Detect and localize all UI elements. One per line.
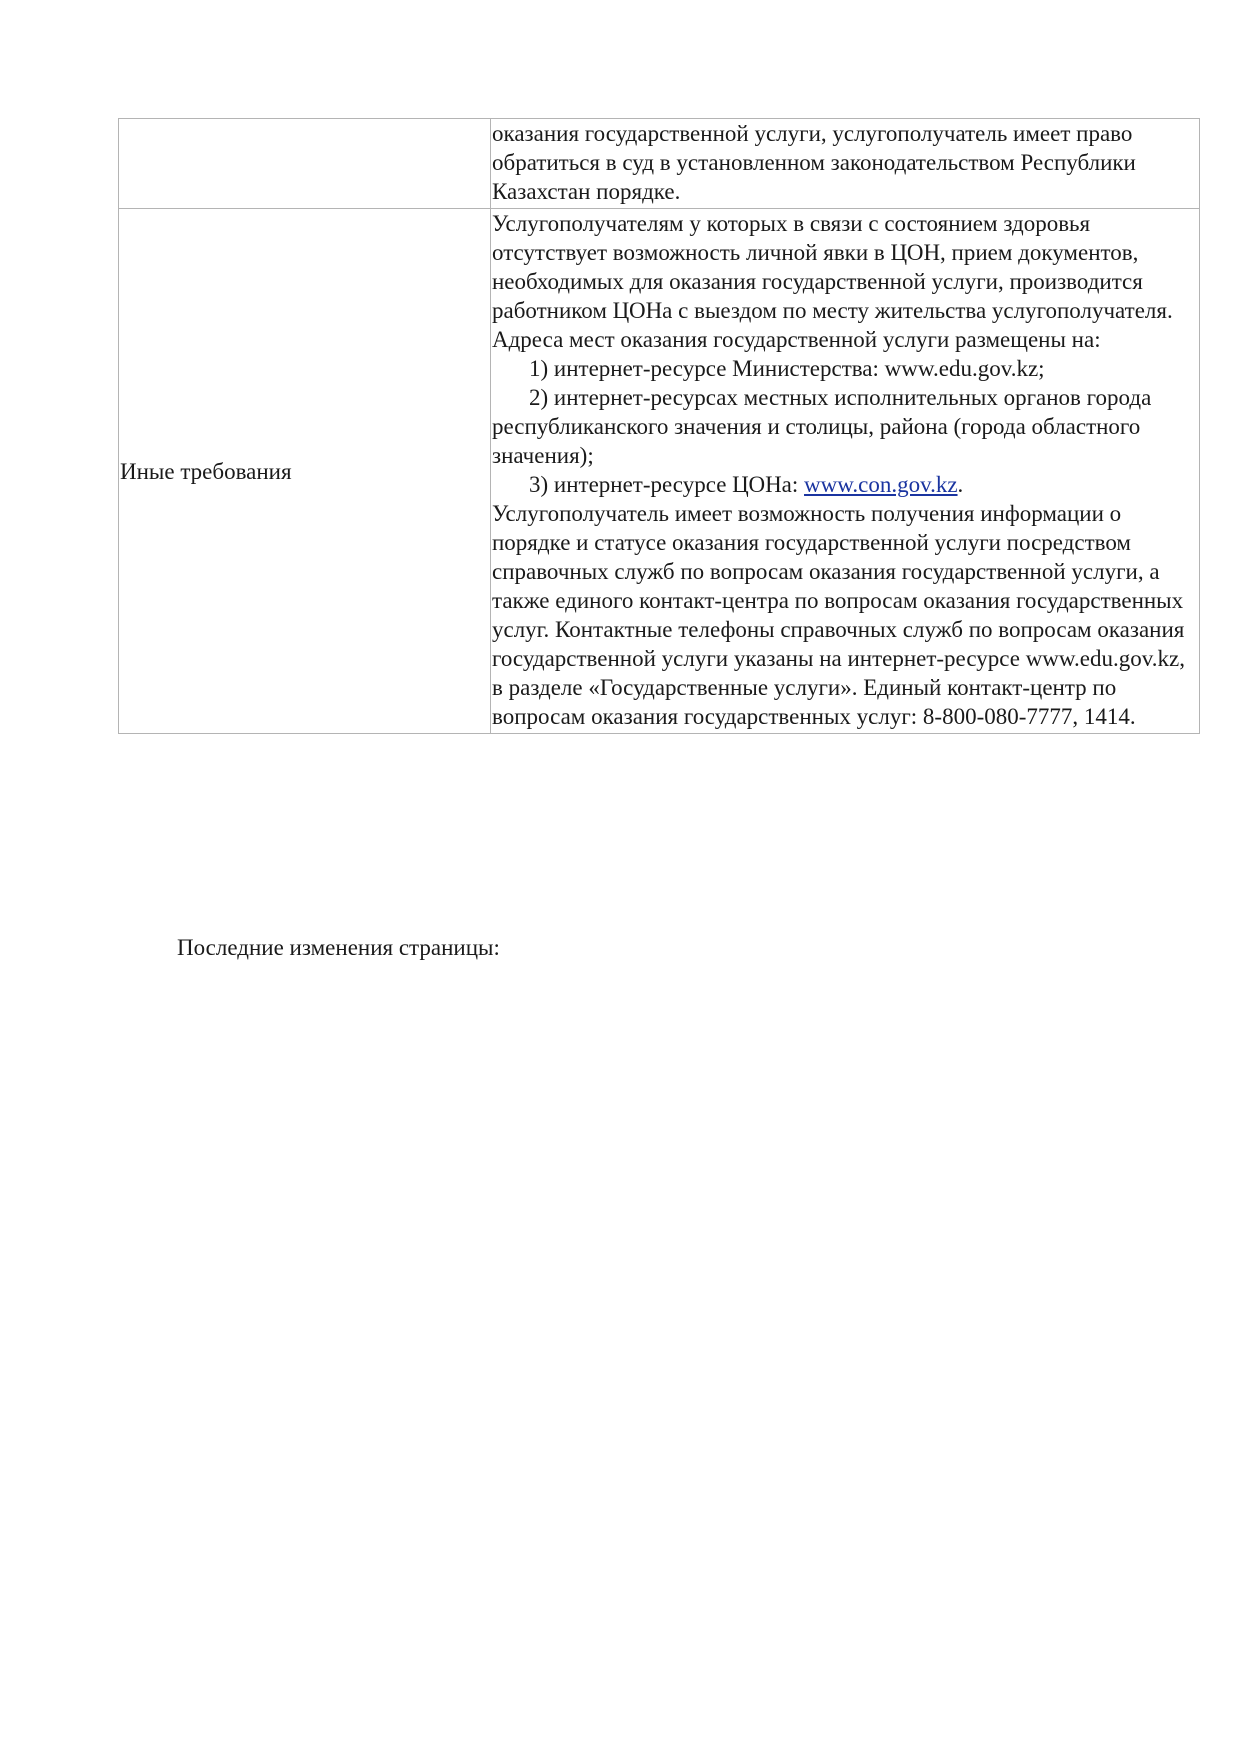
court-appeal-cell — [491, 119, 1200, 209]
resource-item-con-prefix: 3) интернет-ресурсе ЦОНа: — [529, 472, 805, 497]
row-label-empty — [119, 119, 491, 209]
court-appeal-text: оказания государственной услуги, услугополучатель имеет право обратиться в суд в установленном законодательством Республики Казахстан порядке. — [492, 121, 1136, 204]
con-gov-link[interactable]: www.con.gov.kz — [804, 472, 958, 497]
home-visit-paragraph: Услугополучателям у которых в связи с состоянием здоровья отсутствует возможность личной явки в ЦОН, прием документов, необходимых для оказания государственной услуги, производится работником ЦОНа с выездом по месту жительства услугополучателя. Адреса мест оказания государственной услуги размещены на: — [492, 211, 1173, 352]
contact-info-paragraph: Услугополучатель имеет возможность получения информации о порядке и статусе оказания государственной услуги посредством справочных служб по вопросам оказания государственной услуги, а также единого контакт-центра по вопросам оказания государственных услуг. Контактные телефоны справочных служб по вопросам оказания государственной услуги указаны на интернет-ресурсе www.edu.gov.kz, в разделе «Государственные услуги». Единый контакт-центр по вопросам оказания государственных услуг: 8-800-080-7777, 1414. — [492, 501, 1185, 729]
resource-item-ministry: 1) интернет-ресурсе Министерства: www.edu.gov.kz; — [529, 356, 1045, 381]
table-row — [119, 119, 1200, 209]
requirements-table — [118, 118, 1200, 734]
row-label-other-requirements: Иные требования — [119, 209, 491, 734]
last-changes-label: Последние изменения страницы: — [177, 935, 500, 960]
other-requirements-cell — [491, 209, 1200, 734]
table-row — [119, 209, 1200, 734]
resource-item-con-suffix: . — [957, 472, 964, 497]
resource-item-con — [492, 470, 1195, 499]
resource-item-local-bodies: 2) интернет-ресурсах местных исполнительных органов города республиканского значения и столицы, района (города областного значения); — [492, 385, 1152, 468]
